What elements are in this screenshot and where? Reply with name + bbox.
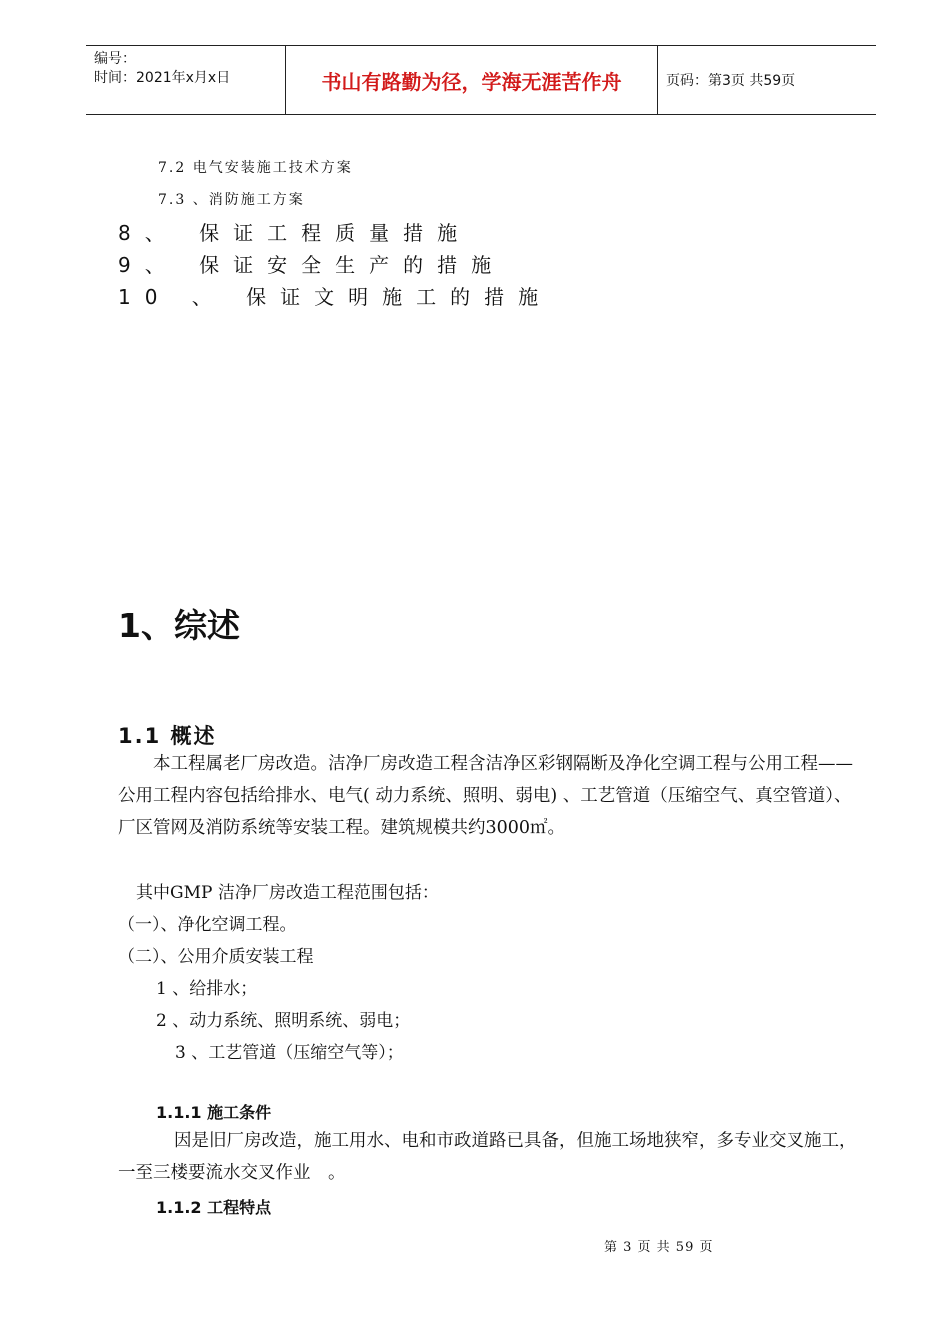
page-footer: 第 3 页 共 59 页 — [604, 1240, 714, 1255]
toc-item-7-2: 7.2 电气安装施工技术方案 — [158, 160, 353, 176]
toc-item-8: 8、 保证工程质量措施 — [118, 221, 472, 245]
section-1-1-2-title: 1.1.2 工程特点 — [156, 1198, 272, 1217]
section-1-1-paragraph: 本工程属老厂房改造。洁净厂房改造工程含洁净区彩钢隔断及净化空调工程与公用工程——公用工程内容包括给排水、电气( 动力系统、照明、弱电) 、工艺管道（压缩空气、真空管道）、厂区管网及消防系统等安装工程。建筑规模共约3000㎡。 — [118, 754, 853, 838]
scope-item-2-1: 1 、给排水； — [156, 979, 258, 999]
header-motto: 书山有路勤为径，学海无涯苦作舟 — [286, 46, 658, 114]
toc-item-10: 10 、 保证文明施工的措施 — [118, 285, 553, 309]
header-meta — [86, 46, 286, 114]
section-1-1-1-paragraph: 因是旧厂房改造，施工用水、电和市政道路已具备，但施工场地狭窄，多专业交叉施工，一至三楼要流水交叉作业 。 — [118, 1131, 857, 1183]
scope-intro: 其中GMP 洁净厂房改造工程范围包括： — [136, 883, 439, 903]
section-1-1-title: 1.1 概述 — [118, 724, 217, 748]
scope-item-2-3: 3 、工艺管道（压缩空气等）； — [175, 1043, 404, 1063]
toc-item-9: 9、 保证安全生产的措施 — [118, 253, 506, 277]
scope-item-2: （二）、公用介质安装工程 — [118, 947, 314, 967]
page-header — [86, 45, 876, 115]
scope-item-2-2: 2 、动力系统、照明系统、弱电； — [156, 1011, 411, 1031]
toc-item-7-3: 7.3 、消防施工方案 — [158, 192, 305, 208]
section-1-title: 1、综述 — [118, 606, 240, 645]
section-1-1-1-title: 1.1.1 施工条件 — [156, 1103, 272, 1122]
header-time-label: 时间：2021年x月x日 — [94, 70, 231, 86]
header-page-info: 页码：第3页 共59页 — [666, 73, 796, 89]
header-number-label: 编号： — [94, 51, 136, 67]
scope-item-1: （一）、净化空调工程。 — [118, 915, 297, 935]
